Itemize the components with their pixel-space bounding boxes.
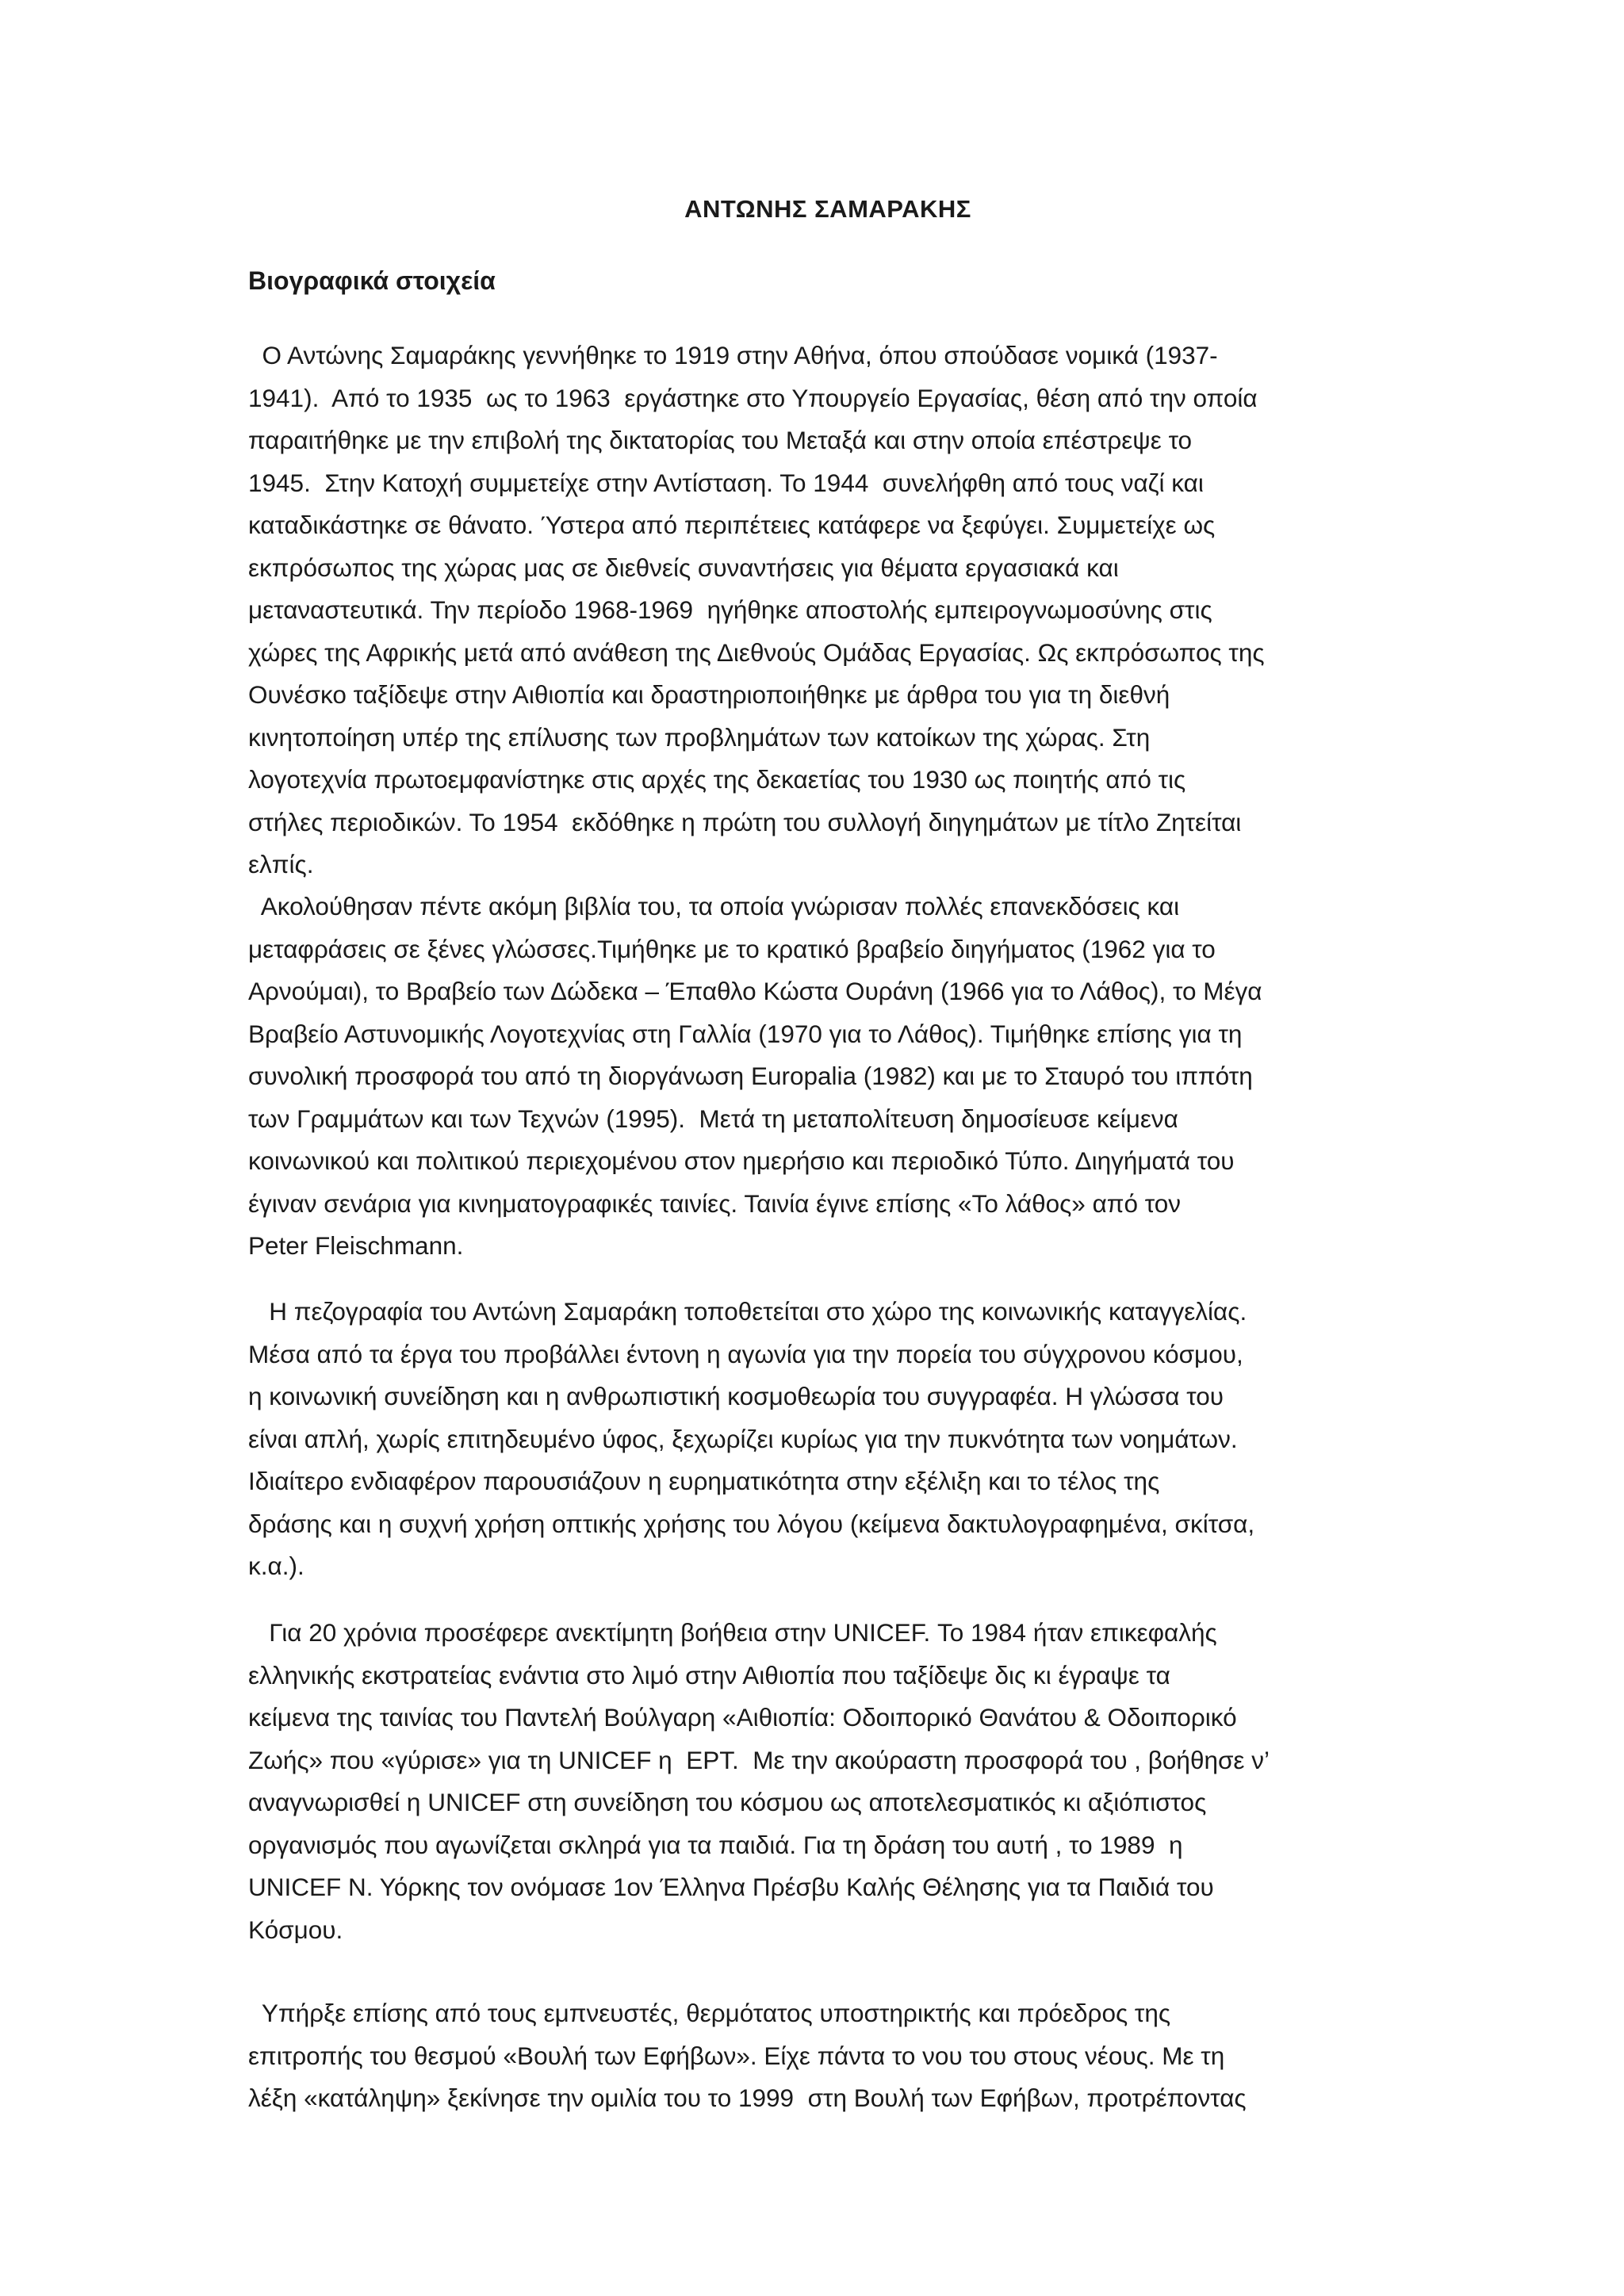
text-line: Βραβείο Αστυνομικής Λογοτεχνίας στη Γαλλία (1970 για το Λάθος). Τιμήθηκε επίσης για τη: [248, 1019, 1243, 1048]
text-line: η κοινωνική συνείδηση και η ανθρωπιστική κοσμοθεωρία του συγγραφέα. Η γλώσσα του: [248, 1382, 1224, 1410]
text-line: ελπίς.: [248, 850, 314, 878]
text-line: καταδικάστηκε σε θάνατο. Ύστερα από περιπέτειες κατάφερε να ξεφύγει. Συμμετείχε ως: [248, 511, 1216, 539]
text-line: Η πεζογραφία του Αντώνη Σαμαράκη τοποθετείται στο χώρο της κοινωνικής καταγγελίας.: [248, 1297, 1247, 1326]
text-line: κοινωνικού και πολιτικού περιεχομένου στον ημερήσιο και περιοδικό Τύπο. Διηγήματά του: [248, 1146, 1235, 1175]
text-line: Ουνέσκο ταξίδεψε στην Αιθιοπία και δραστηριοποιήθηκε με άρθρα του για τη διεθνή: [248, 680, 1170, 709]
text-line: Peter Fleischmann.: [248, 1231, 464, 1260]
text-line: Ιδιαίτερο ενδιαφέρον παρουσιάζουν η ευρηματικότητα στην εξέλιξη και το τέλος της: [248, 1467, 1160, 1495]
text-line: δράσης και η συχνή χρήση οπτικής χρήσης του λόγου (κείμενα δακτυλογραφημένα, σκίτσα,: [248, 1509, 1255, 1538]
text-line: λέξη «κατάληψη» ξεκίνησε την ομιλία του το 1999 στη Βουλή των Εφήβων, προτρέποντας: [248, 2084, 1247, 2112]
text-line: παραιτήθηκε με την επιβολή της δικτατορίας του Μεταξά και στην οποία επέστρεψε το: [248, 426, 1193, 454]
text-line: χώρες της Αφρικής μετά από ανάθεση της Διεθνούς Ομάδας Εργασίας. Ως εκπρόσωπος της: [248, 637, 1265, 667]
paragraph-youth-parliament: [248, 1992, 1390, 2120]
text-line: οργανισμός που αγωνίζεται σκληρά για τα παιδιά. Για τη δράση του αυτή , το 1989 η: [248, 1830, 1183, 1859]
paragraph-works-awards: [248, 886, 1390, 1268]
text-line: επιτροπής του θεσμού «Βουλή των Εφήβων». Είχε πάντα το νου του στους νέους. Με τη: [248, 2041, 1225, 2070]
text-line: Ο Αντώνης Σαμαράκης γεννήθηκε το 1919 στην Αθήνα, όπου σπούδασε νομικά (1937-: [248, 341, 1218, 369]
text-line: αναγνωρισθεί η UNICEF στη συνείδηση του κόσμου ως αποτελεσματικός κι αξιόπιστος: [248, 1788, 1207, 1816]
text-line: Ζωής» που «γύρισε» για τη UNICEF η ΕΡΤ. Με την ακούραστη προσφορά του , βοήθησε ν’: [248, 1745, 1270, 1774]
text-line: Για 20 χρόνια προσέφερε ανεκτίμητη βοήθεια στην UNICEF. Το 1984 ήταν επικεφαλής: [248, 1618, 1217, 1647]
paragraph-unicef: [248, 1612, 1390, 1951]
text-line: λογοτεχνία πρωτοεμφανίστηκε στις αρχές της δεκαετίας του 1930 ως ποιητής από τις: [248, 765, 1186, 794]
text-line: των Γραμμάτων και των Τεχνών (1995). Μετά τη μεταπολίτευση δημοσίευσε κείμενα: [248, 1104, 1178, 1133]
text-line: στήλες περιοδικών. Το 1954 εκδόθηκε η πρώτη του συλλογή διηγημάτων με τίτλο Ζητείται: [248, 807, 1242, 836]
text-line: Ακολούθησαν πέντε ακόμη βιβλία του, τα οποία γνώρισαν πολλές επανεκδόσεις και: [248, 892, 1180, 920]
text-line: μεταφράσεις σε ξένες γλώσσες.Τιμήθηκε με το κρατικό βραβείο διηγήματος (1962 για το: [248, 934, 1216, 963]
text-line: Κόσμου.: [248, 1915, 343, 1944]
document-title-text: ΑΝΤΩΝΗΣ ΣΑΜΑΡΑΚΗΣ: [684, 195, 971, 223]
text-line: εκπρόσωπος της χώρας μας σε διεθνείς συναντήσεις για θέματα εργασιακά και: [248, 553, 1119, 582]
text-line: κ.α.).: [248, 1552, 304, 1580]
text-line: Αρνούμαι), το Βραβείο των Δώδεκα – Έπαθλο Κώστα Ουράνη (1966 για το Λάθος), το Μέγα: [248, 977, 1262, 1005]
text-line: 1941). Από το 1935 ως το 1963 εργάστηκε στο Υπουργείο Εργασίας, θέση από την οποία: [248, 383, 1258, 412]
text-line: μεταναστευτικά. Την περίοδο 1968-1969 ηγήθηκε αποστολής εμπειρογνωμοσύνης στις: [248, 595, 1212, 624]
text-line: Μέσα από τα έργα του προβάλλει έντονη η αγωνία για την πορεία του σύγχρονου κόσμου,: [248, 1339, 1243, 1368]
text-line: είναι απλή, χωρίς επιτηδευμένο ύφος, ξεχωρίζει κυρίως για την πυκνότητα των νοημάτων.: [248, 1424, 1238, 1453]
text-line: 1945. Στην Κατοχή συμμετείχε στην Αντίσταση. Το 1944 συνελήφθη από τους ναζί και: [248, 468, 1204, 497]
document-title: [0, 195, 1624, 224]
text-line: κινητοποίηση υπέρ της επίλυσης των προβλημάτων των κατοίκων της χώρας. Στη: [248, 722, 1151, 752]
text-line: UNICEF Ν. Υόρκης τον ονόμασε 1ον Έλληνα Πρέσβυ Καλής Θέλησης για τα Παιδιά του: [248, 1873, 1214, 1901]
paragraph-prose-style: [248, 1291, 1390, 1588]
text-line: Υπήρξε επίσης από τους εμπνευστές, θερμότατος υποστηρικτής και πρόεδρος της: [248, 1999, 1171, 2027]
section-heading: Βιογραφικά στοιχεία: [248, 266, 496, 295]
text-line: κείμενα της ταινίας του Παντελή Βούλγαρη «Αιθιοπία: Οδοιπορικό Θανάτου & Οδοιπορικό: [248, 1703, 1237, 1732]
paragraph-biography: [248, 335, 1390, 886]
text-line: ελληνικής εκστρατείας ενάντια στο λιμό στην Αιθιοπία που ταξίδεψε δις κι έγραψε τα: [248, 1660, 1170, 1689]
text-line: έγιναν σενάρια για κινηματογραφικές ταινίες. Ταινία έγινε επίσης «Το λάθος» από τον: [248, 1188, 1182, 1218]
text-line: συνολική προσφορά του από τη διοργάνωση Europalia (1982) και με το Σταυρό του ιππότη: [248, 1062, 1253, 1090]
